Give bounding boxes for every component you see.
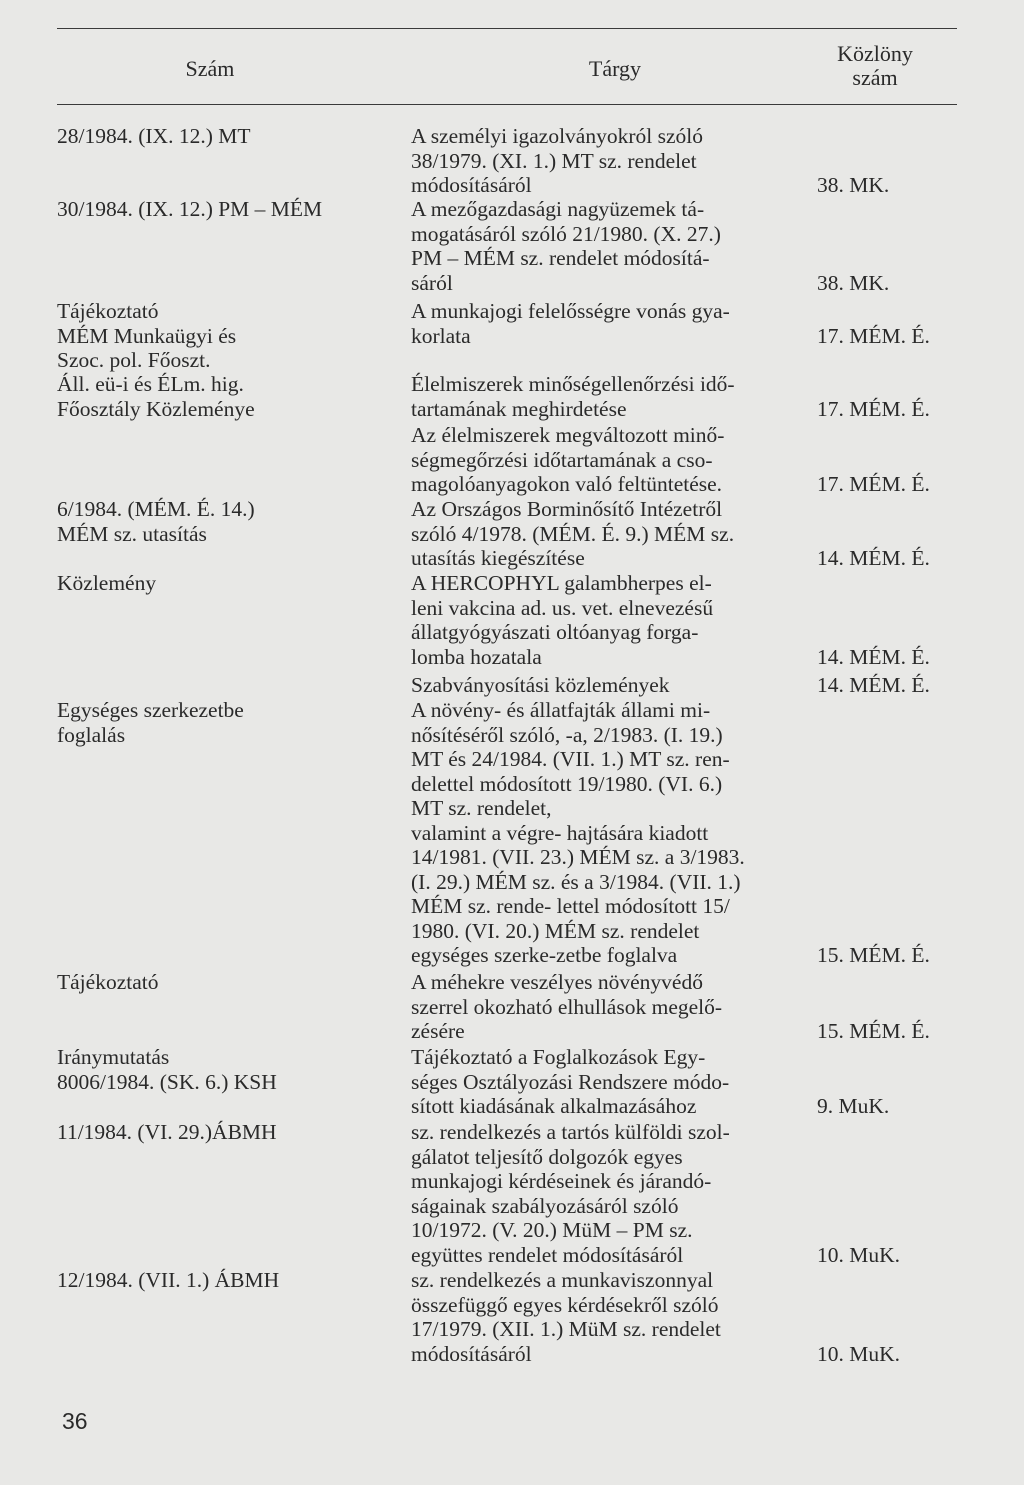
table-cell-mid	[411, 571, 713, 669]
text-line: sz. rendelkezés a tartós külföldi szol-	[411, 1120, 730, 1144]
text-line: 38/1979. (XI. 1.) MT sz. rendelet	[411, 148, 697, 173]
text-line: 17/1979. (XII. 1.) MüM sz. rendelet	[411, 1317, 721, 1341]
table-cell-mid	[411, 1045, 729, 1119]
text-line: gálatot teljesítő dolgozók egyes	[411, 1144, 683, 1169]
text-line: utasítás kiegészítése	[411, 546, 585, 570]
page-number: 36	[62, 1408, 88, 1434]
header-kozlony-line2: szám	[852, 65, 898, 90]
text-line: 1980. (VI. 20.) MÉM sz. rendelet	[411, 918, 700, 943]
text-line: sz. rendelkezés a munkaviszonnyal	[411, 1268, 714, 1292]
text-line: PM – MÉM sz. rendelet módosítá-	[411, 246, 710, 270]
text-line: A személyi igazolványokról szóló	[411, 124, 703, 148]
text-line: MÉM sz. utasítás	[57, 521, 207, 546]
text-line: sáról	[411, 270, 453, 295]
table-cell-left	[57, 197, 322, 222]
table-cell-left	[57, 970, 158, 995]
header-rule	[57, 104, 957, 105]
text-line: Az Országos Borminősítő Intézetről	[411, 497, 723, 521]
table-cell-kozlony: 38. MK.	[817, 270, 890, 295]
header-kozlony-line1: Közlöny	[837, 41, 913, 66]
text-line: 11/1984. (VI. 29.)ÁBMH	[57, 1120, 277, 1144]
text-line: egységes szerke-zetbe foglalva	[411, 943, 678, 967]
table-cell-mid	[411, 698, 745, 968]
text-line: együttes rendelet módosításáról	[411, 1242, 684, 1267]
table-cell-mid	[411, 497, 734, 571]
text-line: valamint a végre- hajtására kiadott	[411, 820, 709, 845]
table-cell-left	[57, 571, 156, 596]
text-line: 30/1984. (IX. 12.) PM – MÉM	[57, 197, 323, 221]
table-cell-left	[57, 1045, 277, 1094]
text-line: szerrel okozható elhullások megelő-	[411, 994, 723, 1019]
text-line: Tájékoztató a Foglalkozások Egy-	[411, 1045, 706, 1069]
text-line: MT és 24/1984. (VII. 1.) MT sz. ren-	[411, 747, 730, 771]
text-line: Egységes szerkezetbe	[57, 698, 244, 722]
table-cell-left	[57, 1268, 279, 1293]
text-line: Szoc. pol. Főoszt.	[57, 348, 211, 372]
text-line: nősítéséről szóló, -a, 2/1983. (I. 19.)	[411, 722, 723, 747]
text-line: A növény- és állatfajták állami mi-	[411, 698, 711, 722]
text-line: 28/1984. (IX. 12.) MT	[57, 124, 251, 148]
table-cell-kozlony: 10. MuK.	[817, 1341, 901, 1366]
text-line: ságainak szabályozásáról szóló	[411, 1193, 679, 1218]
table-cell-kozlony: 10. MuK.	[817, 1242, 901, 1267]
text-line: lomba hozatala	[411, 644, 542, 669]
top-rule	[57, 28, 957, 29]
table-cell-kozlony: 15. MÉM. É.	[817, 1019, 930, 1043]
text-line: Az élelmiszerek megváltozott minő-	[411, 423, 725, 447]
text-line: állatgyógyászati oltóanyag forga-	[411, 620, 699, 644]
table-cell-kozlony: 14. MÉM. É.	[817, 546, 930, 570]
table-cell-mid	[411, 372, 735, 421]
text-line: Tájékoztató	[57, 970, 159, 994]
text-line: 6/1984. (MÉM. É. 14.)	[57, 497, 255, 521]
text-line: korlata	[411, 323, 471, 348]
table-cell-kozlony: 38. MK.	[817, 173, 890, 197]
header-kozlony	[815, 42, 935, 90]
text-line: összefüggő egyes kérdésekről szóló	[411, 1292, 719, 1317]
text-line: delettel módosított 19/1980. (VI. 6.)	[411, 771, 723, 796]
text-line: séges Osztályozási Rendszere módo-	[411, 1069, 730, 1094]
text-line: foglalás	[57, 722, 126, 747]
text-line: magolóanyagokon való feltüntetése.	[411, 472, 723, 496]
table-cell-kozlony: 14. MÉM. É.	[817, 673, 930, 697]
text-line: A munkajogi felelősségre vonás gya-	[411, 299, 730, 323]
table-cell-kozlony: 15. MÉM. É.	[817, 943, 930, 967]
table-cell-mid	[411, 124, 703, 198]
text-line: Iránymutatás	[57, 1045, 170, 1069]
table-cell-kozlony: 14. MÉM. É.	[817, 644, 930, 669]
table-cell-left	[57, 372, 255, 421]
text-line: leni vakcina ad. us. vet. elnevezésű	[411, 595, 714, 620]
text-line: 14/1981. (VII. 23.) MÉM sz. a 3/1983.	[411, 845, 745, 869]
text-line: A mezőgazdasági nagyüzemek tá-	[411, 197, 705, 221]
text-line: Áll. eü-i és ÉLm. hig.	[57, 372, 244, 396]
table-cell-kozlony: 17. MÉM. É.	[817, 396, 930, 421]
table-cell-mid	[411, 970, 722, 1044]
text-line: MÉM sz. rende- lettel módosított 15/	[411, 894, 730, 918]
text-line: (I. 29.) MÉM sz. és a 3/1984. (VII. 1.)	[411, 869, 741, 894]
text-line: Közlemény	[57, 571, 157, 595]
text-line: A HERCOPHYL galambherpes el-	[411, 571, 712, 595]
text-line: zésére	[411, 1019, 465, 1043]
table-cell-left	[57, 698, 244, 747]
table-cell-kozlony: 9. MuK.	[817, 1094, 890, 1118]
text-line: munkajogi kérdéseinek és járandó-	[411, 1169, 712, 1193]
header-targy: Tárgy	[588, 56, 642, 81]
text-line: módosításáról	[411, 173, 532, 197]
table-cell-mid	[411, 1120, 730, 1267]
text-line: mogatásáról szóló 21/1980. (X. 27.)	[411, 221, 721, 246]
text-line: ségmegőrzési időtartamának a cso-	[411, 447, 713, 472]
table-cell-mid	[411, 423, 724, 497]
table-cell-left	[57, 1120, 277, 1145]
text-line: módosításáról	[411, 1341, 532, 1366]
table-cell-left	[57, 299, 236, 373]
text-line: Tájékoztató	[57, 299, 159, 323]
text-line: 8006/1984. (SK. 6.) KSH	[57, 1069, 277, 1094]
text-line: Élelmiszerek minőségellenőrzési idő-	[411, 372, 735, 396]
header-szam: Szám	[185, 56, 235, 81]
text-line: 10/1972. (V. 20.) MüM – PM sz.	[411, 1218, 693, 1242]
text-line: sított kiadásának alkalmazásához	[411, 1094, 697, 1118]
text-line: Főosztály Közleménye	[57, 396, 255, 421]
text-line: szóló 4/1978. (MÉM. É. 9.) MÉM sz.	[411, 521, 735, 546]
text-line: MT sz. rendelet,	[411, 796, 552, 820]
table-cell-mid	[411, 1268, 721, 1366]
table-cell-mid	[411, 299, 730, 348]
table-cell-left	[57, 124, 250, 149]
table-cell-left	[57, 497, 255, 546]
text-line: MÉM Munkaügyi és	[57, 323, 237, 348]
text-line: Szabványosítási közlemények	[411, 673, 670, 697]
table-cell-kozlony: 17. MÉM. É.	[817, 323, 930, 348]
table-cell-kozlony: 17. MÉM. É.	[817, 472, 930, 496]
text-line: A méhekre veszélyes növényvédő	[411, 970, 703, 994]
text-line: 12/1984. (VII. 1.) ÁBMH	[57, 1268, 280, 1292]
table-cell-mid	[411, 673, 670, 698]
text-line: tartamának meghirdetése	[411, 396, 627, 421]
table-cell-mid	[411, 197, 721, 295]
